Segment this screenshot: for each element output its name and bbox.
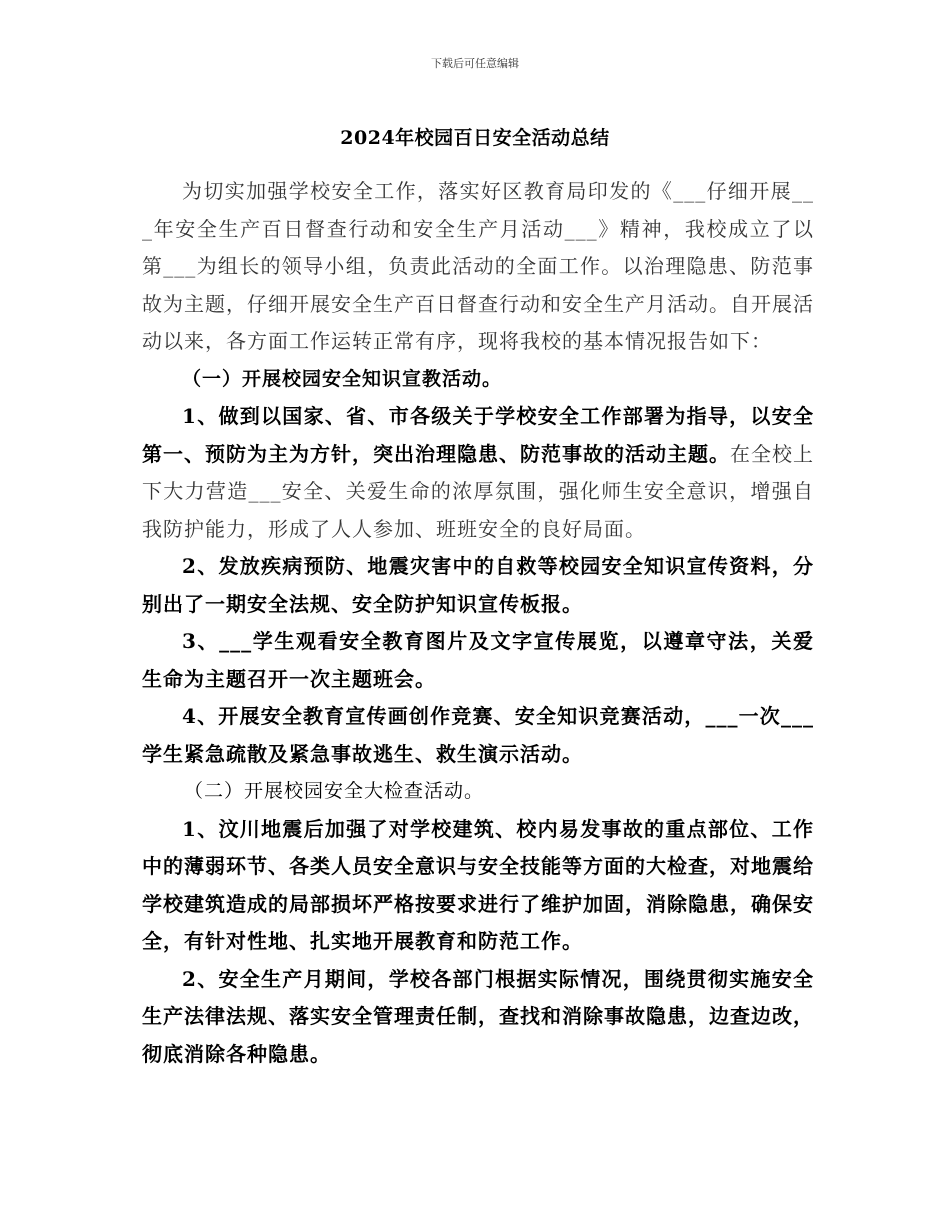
- section-1-item-3: 3、___学生观看安全教育图片及文字宣传展览，以遵章守法，关爱生命为主题召开一次主题班会。: [142, 629, 814, 691]
- section-1-item-4: 4、开展安全教育宣传画创作竞赛、安全知识竞赛活动，___一次___学生紧急疏散及紧急事故逃生、救生演示活动。: [142, 704, 814, 766]
- section-1-item-1-emphasis: 1、做到以国家、省、市各级关于学校安全工作部署为指导，以安全第一、预防为主为方针，突出治理隐患、防范事故的活动主题。: [142, 404, 814, 466]
- section-1-heading: （一）开展校园安全知识宣教活动。: [182, 367, 503, 390]
- document-body: [142, 173, 814, 1073]
- section-1-item-2: 2、发放疾病预防、地震灾害中的自救等校园安全知识宣传资料，分别出了一期安全法规、安全防护知识宣传板报。: [142, 554, 814, 616]
- section-2-item-2: 2、安全生产月期间，学校各部门根据实际情况，围绕贯彻实施安全生产法律法规、落实安全管理责任制，查找和消除事故隐患，边查边改，彻底消除各种隐患。: [142, 966, 814, 1066]
- intro-paragraph: 为切实加强学校安全工作，落实好区教育局印发的《___仔细开展___年安全生产百日督查行动和安全生产月活动___》精神，我校成立了以第___为组长的领导小组，负责此活动的全面工作。以治理隐患、防范事故为主题，仔细开展安全生产百日督查行动和安全生产月活动。自开展活动以来，各方面工作运转正常有序，现将我校的基本情况报告如下：: [142, 179, 814, 353]
- section-1-item-1-rest: 在全校上下大力营造___安全、关爱生命的浓厚氛围，强化师生安全意识，增强自我防护能力，形成了人人参加、班班安全的良好局面。: [142, 441, 814, 541]
- section-2-heading: （二）开展校园安全大检查活动。: [184, 780, 485, 802]
- document-title: 2024年校园百日安全活动总结: [340, 127, 610, 149]
- section-1-item-1: [142, 398, 814, 548]
- header-note: 下载后可任意编辑: [431, 57, 519, 70]
- section-2-item-1: 1、汶川地震后加强了对学校建筑、校内易发事故的重点部位、工作中的薄弱环节、各类人员安全意识与安全技能等方面的大检查，对地震给学校建筑造成的局部损坏严格按要求进行了维护加固，消除隐患，确保安全，有针对性地、扎实地开展教育和防范工作。: [142, 816, 814, 953]
